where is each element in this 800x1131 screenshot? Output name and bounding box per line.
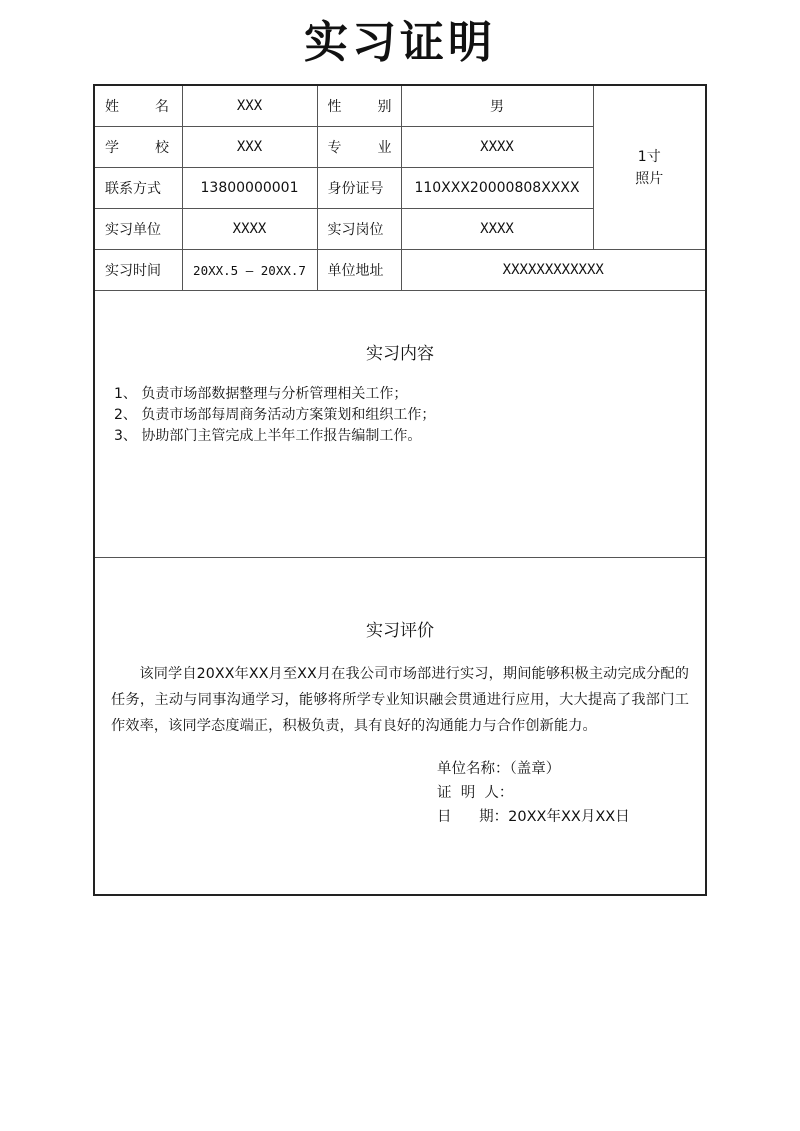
time-label: 实习时间 <box>95 250 182 291</box>
address-value: XXXXXXXXXXXX <box>401 250 705 291</box>
info-table <box>95 86 705 290</box>
date-line: 日 期：20XX年XX月XX日 <box>437 809 630 825</box>
major-label: 专 业 <box>317 127 401 168</box>
certificate-form <box>93 84 707 896</box>
evaluation-section-title: 实习评价 <box>366 621 434 641</box>
certifier-line: 证 明 人： <box>437 785 514 801</box>
content-section-title: 实习内容 <box>366 344 434 364</box>
school-value: XXX <box>182 127 317 168</box>
table-row <box>95 250 705 291</box>
address-label: 单位地址 <box>317 250 401 291</box>
photo-placeholder <box>593 86 705 250</box>
id-value: 110XXX20000808XXXX <box>401 168 593 209</box>
table-row <box>95 86 705 127</box>
name-label: 姓 名 <box>95 86 182 127</box>
internship-evaluation-section <box>95 558 705 829</box>
contact-label: 联系方式 <box>95 168 182 209</box>
content-item-2: 2、 负责市场部每周商务活动方案策划和组织工作； <box>114 407 436 423</box>
unit-name-line: 单位名称：（盖章） <box>437 761 561 777</box>
gender-value: 男 <box>401 86 593 127</box>
photo-text: 照片 <box>635 170 664 187</box>
internship-content-section <box>95 290 705 558</box>
time-value: 20XX.5 – 20XX.7 <box>182 250 317 291</box>
signature-block <box>437 757 689 829</box>
unit-value: XXXX <box>182 209 317 250</box>
evaluation-paragraph: 该同学自20XX年XX月至XX月在我公司市场部进行实习，期间能够积极主动完成分配的任务，主动与同事沟通学习，能够将所学专业知识融会贯通进行应用，大大提高了我部门工作效率，该同学态度端正，积极负责，具有良好的沟通能力与合作创新能力。 <box>111 666 689 734</box>
name-value: XXX <box>182 86 317 127</box>
major-value: XXXX <box>401 127 593 168</box>
post-label: 实习岗位 <box>317 209 401 250</box>
content-item-1: 1、 负责市场部数据整理与分析管理相关工作； <box>114 386 408 402</box>
document-title: 实习证明 <box>304 17 496 68</box>
school-label: 学 校 <box>95 127 182 168</box>
unit-label: 实习单位 <box>95 209 182 250</box>
gender-label: 性 别 <box>317 86 401 127</box>
content-item-3: 3、 协助部门主管完成上半年工作报告编制工作。 <box>114 428 422 444</box>
id-label: 身份证号 <box>317 168 401 209</box>
contact-value: 13800000001 <box>182 168 317 209</box>
photo-size-text: 1寸 <box>637 148 661 165</box>
post-value: XXXX <box>401 209 593 250</box>
